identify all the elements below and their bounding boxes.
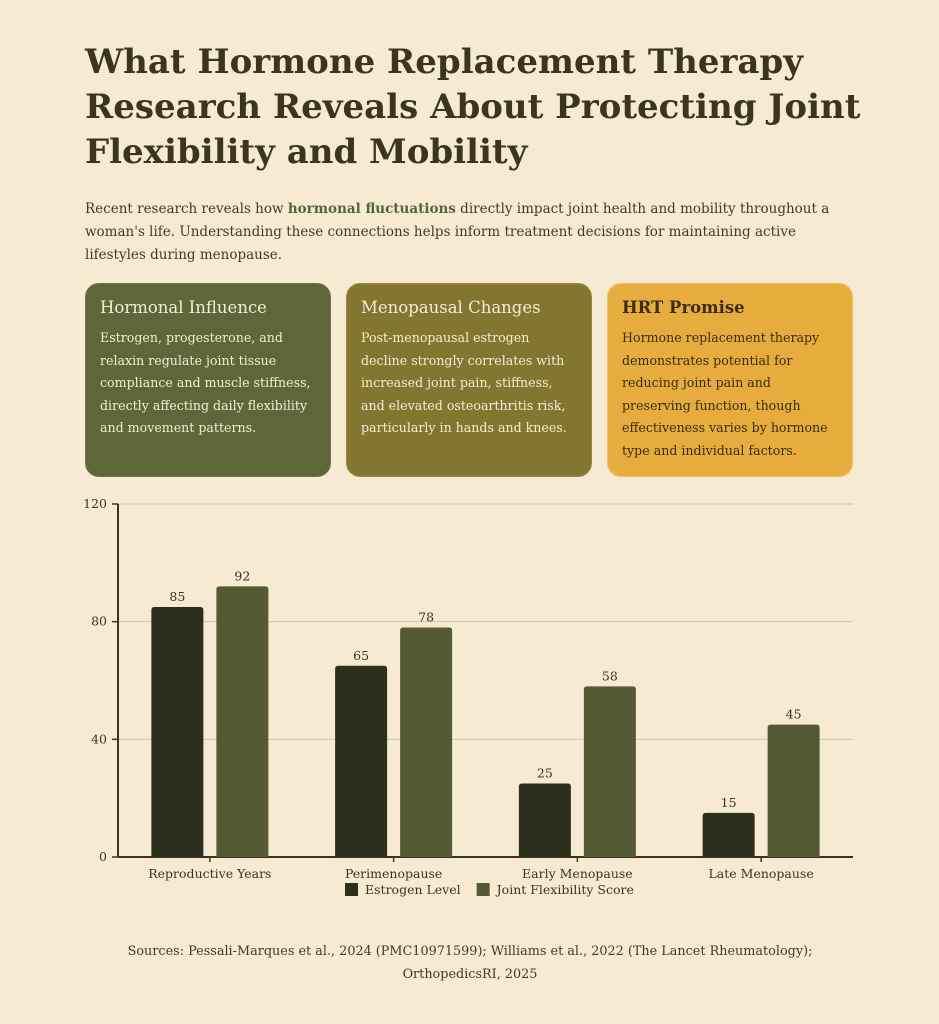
card-body: Estrogen, progesterone, and relaxin regulate joint tissue compliance and muscle stiffness, directly affecting daily flexibility and movement patterns.: [100, 330, 311, 435]
bar: [216, 586, 268, 857]
y-tick-label: 120: [83, 496, 107, 511]
bar: [335, 666, 387, 857]
bar: [519, 783, 571, 857]
legend-label: Joint Flexibility Score: [496, 882, 634, 897]
y-tick-label: 80: [91, 613, 107, 629]
bar: [151, 607, 203, 857]
bar: [703, 813, 755, 857]
card-body: Hormone replacement therapy demonstrates potential for reducing joint pain and preserving function, though effectiveness varies by hormone type and individual factors.: [622, 330, 828, 458]
bar: [584, 686, 636, 857]
data-label: 45: [785, 706, 802, 722]
legend-swatch: [345, 883, 358, 896]
data-label: 65: [353, 647, 370, 663]
data-label: 92: [234, 568, 251, 584]
card-title: Hormonal Influence: [100, 298, 267, 317]
card-body: Post-menopausal estrogen decline strongly correlates with increased joint pain, stiffness, and elevated osteoarthritis risk, particularly in hands and knees.: [361, 330, 567, 435]
legend-swatch: [477, 883, 490, 896]
intro-text-before: Recent research reveals how: [85, 201, 288, 217]
y-tick-label: 0: [99, 849, 107, 864]
card-title: Menopausal Changes: [361, 298, 541, 317]
bar: [768, 725, 820, 857]
y-tick-label: 40: [91, 731, 107, 747]
bar-chart: [0, 490, 939, 910]
x-tick-label: Late Menopause: [708, 866, 814, 881]
x-tick-label: Early Menopause: [522, 866, 633, 881]
legend-label: Estrogen Level: [365, 882, 461, 897]
card-title: HRT Promise: [622, 298, 745, 317]
card-hormonal-influence: [85, 283, 331, 477]
card-hrt-promise: [607, 283, 853, 477]
intro-text-after: directly impact joint health and mobility throughout a woman's life. Understanding these connections helps inform treatment decisions for maintaining active lifestyles during menopause.: [85, 201, 830, 263]
data-label: 58: [601, 668, 618, 684]
intro-highlight: hormonal fluctuations: [287, 201, 456, 217]
bar: [400, 628, 452, 857]
x-tick-label: Reproductive Years: [148, 866, 272, 881]
x-tick-label: Perimenopause: [344, 866, 443, 881]
card-menopausal-changes: [346, 283, 592, 477]
sources-text: Sources: Pessali-Marques et al., 2024 (PMC10971599); Williams et al., 2022 (The Lancet Rheumatology); OrthopedicsRI, 2025: [127, 944, 813, 982]
intro-paragraph: [85, 198, 860, 267]
data-label: 15: [720, 794, 737, 810]
data-label: 85: [169, 588, 186, 604]
data-label: 25: [536, 765, 553, 781]
data-label: 78: [418, 609, 435, 625]
page-title: What Hormone Replacement Therapy Research Reveals About Protecting Joint Flexibility and Mobility: [85, 42, 861, 172]
